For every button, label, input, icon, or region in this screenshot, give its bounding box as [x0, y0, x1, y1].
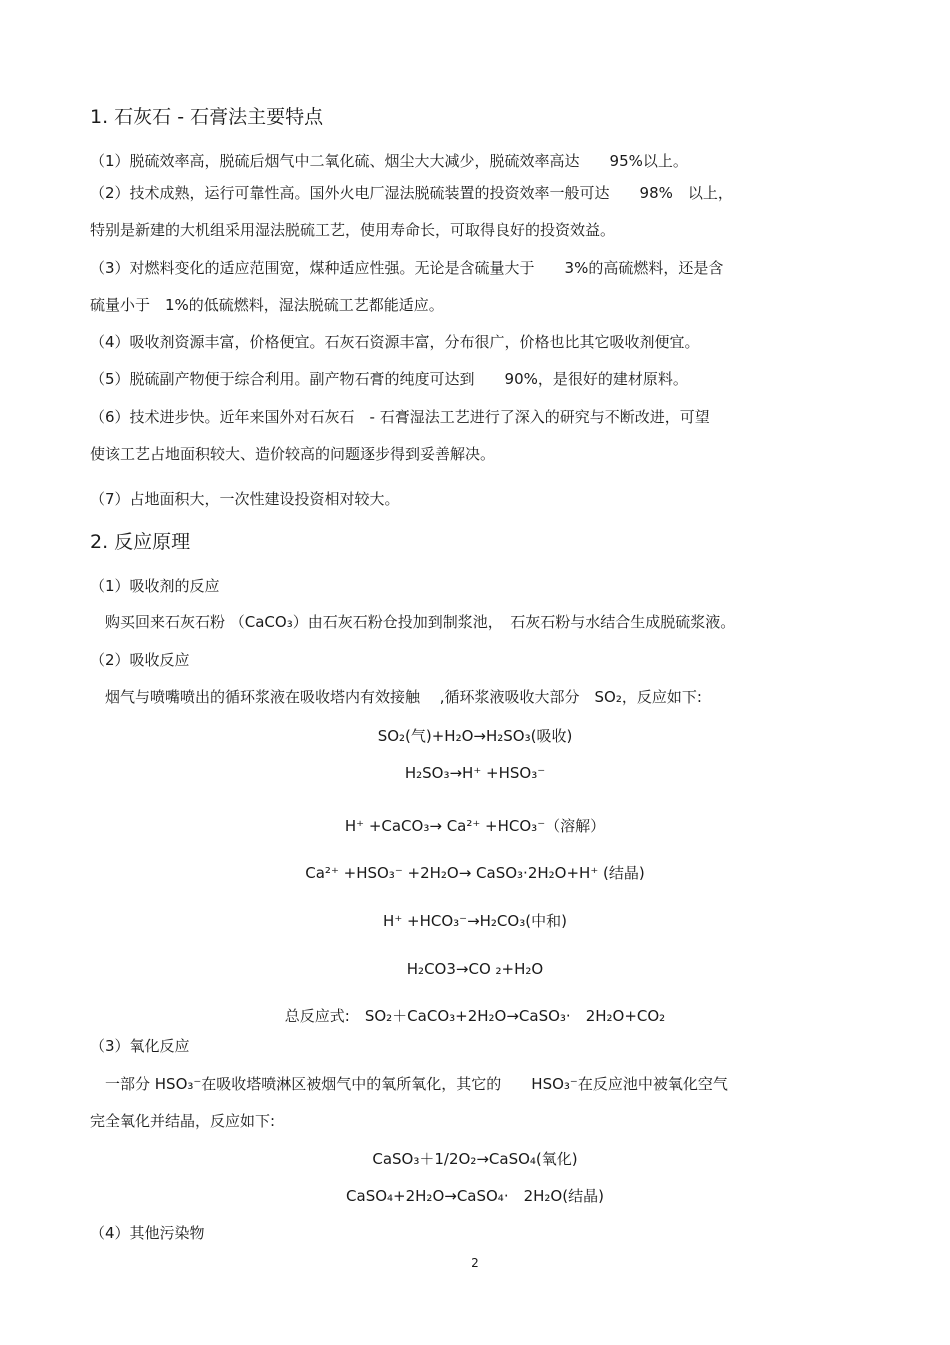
- section2-heading: 2. 反应原理: [90, 531, 191, 553]
- subsection-3-line2: 完全氧化并结晶，反应如下:: [90, 1112, 276, 1130]
- subsection-4-title: （4）其他污染物: [90, 1224, 205, 1242]
- feature-2-line2: 特别是新建的大机组采用湿法脱硫工艺，使用寿命长，可取得良好的投资效益。: [90, 221, 616, 239]
- feature-6-line1: （6）技术进步快。近年来国外对石灰石 - 石膏湿法工艺进行了深入的研究与不断改进，可望: [90, 408, 710, 426]
- feature-7: （7）占地面积大，一次性建设投资相对较大。: [90, 490, 400, 508]
- feature-1: （1）脱硫效率高，脱硫后烟气中二氧化硫、烟尘大大减少，脱硫效率高达 95%以上。: [90, 152, 688, 170]
- page-number: 2: [471, 1256, 479, 1270]
- subsection-3-title: （3）氧化反应: [90, 1037, 190, 1055]
- feature-2-line1: （2）技术成熟，运行可靠性高。国外火电厂湿法脱硫装置的投资效率一般可达 98% 以上，: [90, 184, 733, 202]
- subsection-1-title: （1）吸收剂的反应: [90, 577, 220, 595]
- feature-5: （5）脱硫副产物便于综合利用。副产物石膏的纯度可达到 90%，是很好的建材原料。: [90, 370, 688, 388]
- equation-total: 总反应式: SO₂＋CaCO₃+2H₂O→CaSO₃· 2H₂O+CO₂: [284, 1007, 666, 1025]
- section1-heading: 1. 石灰石 - 石膏法主要特点: [90, 106, 324, 128]
- subsection-3-line1: 一部分 HSO₃⁻在吸收塔喷淋区被烟气中的氧所氧化，其它的 HSO₃⁻在反应池中被氧化空气: [90, 1075, 728, 1093]
- equation-4: Ca²⁺ +HSO₃⁻ +2H₂O→ CaSO₃·2H₂O+H⁺ (结晶): [305, 864, 645, 882]
- equation-3: H⁺ +CaCO₃→ Ca²⁺ +HCO₃⁻（溶解）: [344, 817, 606, 835]
- equation-8: CaSO₄+2H₂O→CaSO₄· 2H₂O(结晶): [346, 1187, 604, 1205]
- subsection-2-title: （2）吸收反应: [90, 651, 190, 669]
- feature-6-line2: 使该工艺占地面积较大、造价较高的问题逐步得到妥善解决。: [90, 445, 496, 463]
- feature-3-line1: （3）对燃料变化的适应范围宽，煤种适应性强。无论是含硫量大于 3%的高硫燃料，还是含: [90, 259, 724, 277]
- feature-3-line2: 硫量小于 1%的低硫燃料，湿法脱硫工艺都能适应。: [90, 296, 444, 314]
- equation-2: H₂SO₃→H⁺ +HSO₃⁻: [404, 764, 546, 782]
- subsection-1-text: 购买回来石灰石粉 （CaCO₃）由石灰石粉仓投加到制浆池， 石灰石粉与水结合生成脱硫浆液。: [90, 613, 736, 631]
- subsection-2-text: 烟气与喷嘴喷出的循环浆液在吸收塔内有效接触 ,循环浆液吸收大部分 SO₂，反应如下:: [90, 688, 702, 706]
- feature-4: （4）吸收剂资源丰富，价格便宜。石灰石资源丰富，分布很广，价格也比其它吸收剂便宜。: [90, 333, 700, 351]
- equation-1: SO₂(气)+H₂O→H₂SO₃(吸收): [377, 727, 573, 745]
- equation-7: CaSO₃＋1/2O₂→CaSO₄(氧化): [372, 1150, 578, 1168]
- equation-6: H₂CO3→CO ₂+H₂O: [406, 960, 544, 978]
- equation-5: H⁺ +HCO₃⁻→H₂CO₃(中和): [383, 912, 567, 930]
